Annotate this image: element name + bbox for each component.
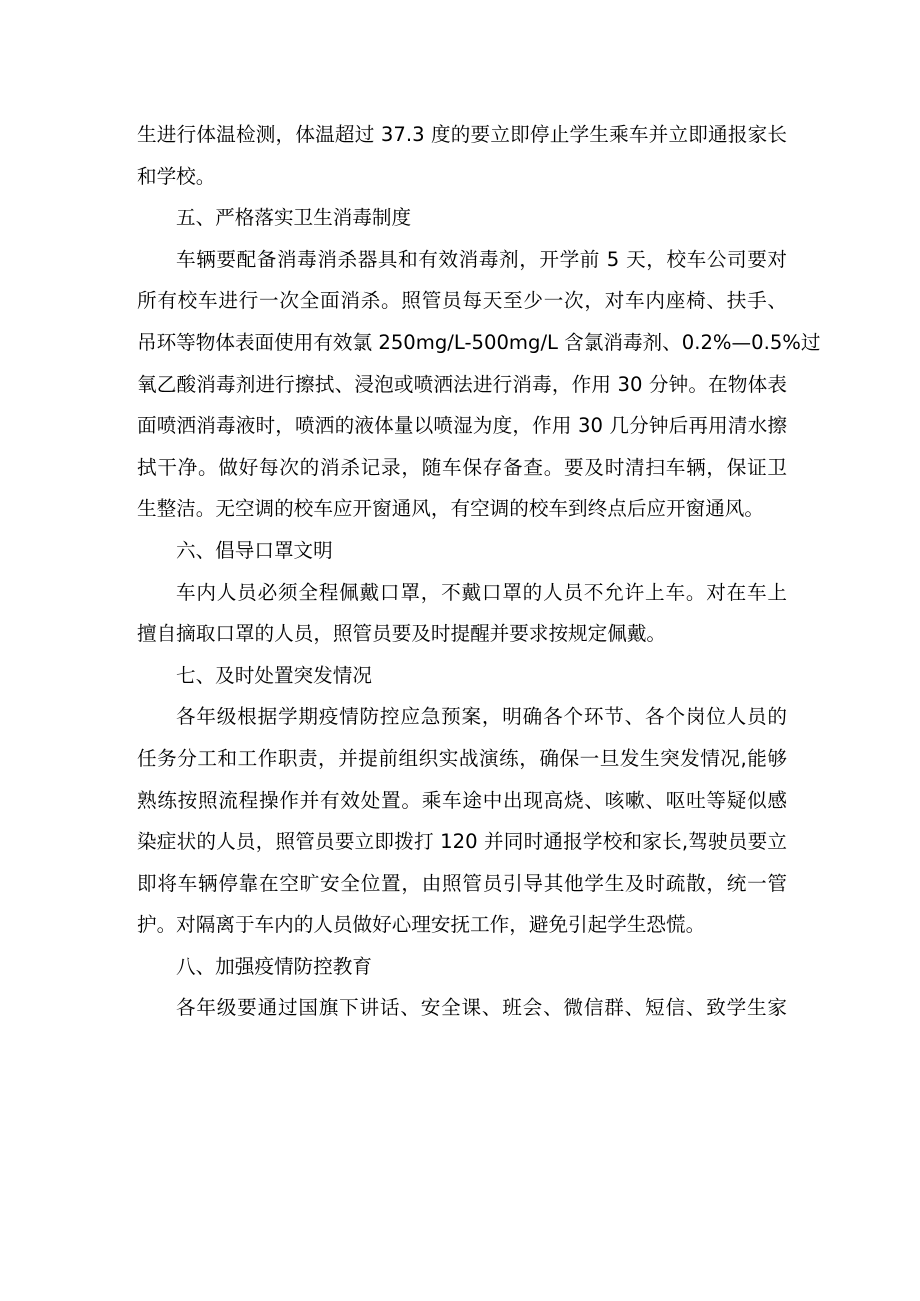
paragraph-line: 车辆要配备消毒消杀器具和有效消毒剂，开学前 5 天，校车公司要对 <box>176 247 787 271</box>
paragraph-line: 即将车辆停靠在空旷安全位置，由照管员引导其他学生及时疏散，统一管 <box>137 871 787 895</box>
paragraph-line: 吊环等物体表面使用有效氯 250mg/L-500mg/L 含氯消毒剂、0.2%—0.5%过 <box>137 330 821 354</box>
paragraph-line: 拭干净。做好每次的消杀记录，随车保存备查。要及时清扫车辆，保证卫 <box>137 455 787 479</box>
paragraph-line: 生整洁。无空调的校车应开窗通风，有空调的校车到终点后应开窗通风。 <box>137 497 764 521</box>
section-heading-6: 六、倡导口罩文明 <box>176 538 333 562</box>
paragraph-line: 擅自摘取口罩的人员，照管员要及时提醒并要求按规定佩戴。 <box>137 622 667 646</box>
paragraph-line: 面喷洒消毒液时，喷洒的液体量以喷湿为度，作用 30 几分钟后再用清水擦 <box>137 414 787 438</box>
paragraph-line: 护。对隔离于车内的人员做好心理安抚工作，避免引起学生恐慌。 <box>137 913 706 937</box>
section-heading-5: 五、严格落实卫生消毒制度 <box>176 206 412 230</box>
paragraph-line: 染症状的人员，照管员要立即拨打 120 并同时通报学校和家长,驾驶员要立 <box>137 830 787 854</box>
section-heading-8: 八、加强疫情防控教育 <box>176 954 372 978</box>
paragraph-line: 熟练按照流程操作并有效处置。乘车途中出现高烧、咳嗽、呕吐等疑似感 <box>137 788 787 812</box>
paragraph-line: 各年级要通过国旗下讲话、安全课、班会、微信群、短信、致学生家 <box>176 996 787 1020</box>
paragraph-line: 所有校车进行一次全面消杀。照管员每天至少一次，对车内座椅、扶手、 <box>137 289 787 313</box>
document-body <box>137 114 821 1029</box>
section-heading-7: 七、及时处置突发情况 <box>176 663 372 687</box>
paragraph-line: 生进行体温检测，体温超过 37.3 度的要立即停止学生乘车并立即通报家长 <box>137 123 787 146</box>
paragraph-line: 车内人员必须全程佩戴口罩，不戴口罩的人员不允许上车。对在车上 <box>176 580 787 604</box>
paragraph-line: 各年级根据学期疫情防控应急预案，明确各个环节、各个岗位人员的 <box>176 705 787 729</box>
paragraph-line: 和学校。 <box>137 164 216 188</box>
paragraph-line: 氧乙酸消毒剂进行擦拭、浸泡或喷洒法进行消毒，作用 30 分钟。在物体表 <box>137 372 787 396</box>
paragraph-line: 任务分工和工作职责，并提前组织实战演练，确保一旦发生突发情况,能够 <box>137 746 787 770</box>
